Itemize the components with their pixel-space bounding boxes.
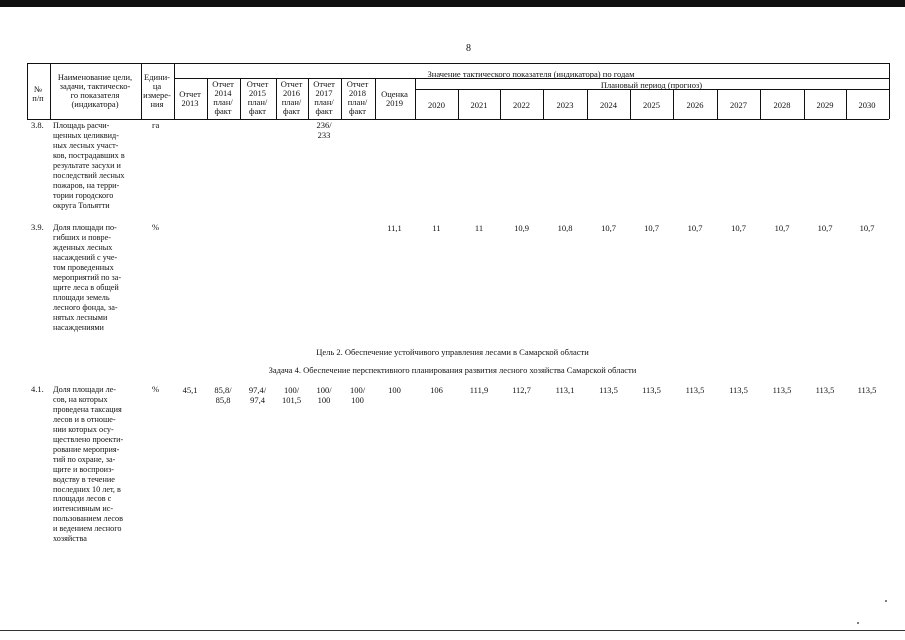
row-4-1-2016: 100/ 101,5 xyxy=(281,385,302,405)
task-4-heading: Задача 4. Обеспечение перспективного планирования развития лесного хозяйства Самарской области xyxy=(268,365,637,375)
row-3-9-2023: 10,8 xyxy=(557,223,573,233)
header-plan-year-2028: 2028 xyxy=(773,100,791,110)
row-3-9-2025: 10,7 xyxy=(644,223,659,233)
header-year-2016: Отчет 2016 план/ факт xyxy=(280,79,303,116)
header-values-group: Значение тактического показателя (индикатора) по годам xyxy=(427,69,635,79)
header-plan-year-2027: 2027 xyxy=(730,100,747,110)
scan-top-border xyxy=(0,0,905,7)
row-4-1-name: Доля площади ле- сов, на которых проведена таксация лесов и в отноше- нии которых осу- ществлено проекти- рование мероприя- тий по охране, за- щите и воспроиз- водству в течение последних 10 лет, в площади лесов с интенсивным ис- пользованием лесов и ведением лесного хозяйства xyxy=(53,385,124,544)
header-year-2019: Оценка 2019 xyxy=(381,89,408,108)
scan-speck xyxy=(885,600,887,602)
row-4-1-unit: % xyxy=(152,384,160,394)
row-4-1-2020: 106 xyxy=(430,385,443,395)
header-year-2018: Отчет 2018 план/ факт xyxy=(346,79,369,116)
row-4-1-2028: 113,5 xyxy=(772,385,792,395)
row-4-1-2022: 112,7 xyxy=(512,385,531,395)
row-4-1-2014: 85,8/ 85,8 xyxy=(214,385,232,405)
scan-speck xyxy=(857,622,859,624)
row-3-9-2024: 10,7 xyxy=(601,223,616,233)
row-4-1-2024: 113,5 xyxy=(599,385,618,395)
row-3-9-name: Доля площади по- гибших и повре- жденных лесных насаждений с уче- том проведенных мероприятий по за- щите леса в общей площади земель лесного фонда, за- нятых лесными насаждениями xyxy=(53,223,122,332)
row-3-8-name: Площадь расчи- щенных целиквид- ных лесных участ- ков, пострадавших в результате засухи и последствий лесных пожаров, на терри- тории городского округа Тольятти xyxy=(53,121,125,210)
row-3-9-2020: 11 xyxy=(432,223,441,233)
header-name: Наименование цели, задачи, тактическо- го показателя (индикатора) xyxy=(57,72,133,109)
row-3-9-2029: 10,7 xyxy=(817,223,833,233)
header-plan-year-2030: 2030 xyxy=(858,100,876,110)
header-planned-group: Плановый период (прогноз) xyxy=(600,80,703,90)
row-4-1-2021: 111,9 xyxy=(469,385,489,395)
header-plan-year-2021: 2021 xyxy=(470,100,488,110)
row-3-9-unit: % xyxy=(152,222,160,232)
header-plan-year-2020: 2020 xyxy=(428,100,445,110)
header-year-2015: Отчет 2015 план/ факт xyxy=(246,79,269,116)
row-4-1-2029: 113,5 xyxy=(815,385,835,395)
row-4-1-2019: 100 xyxy=(388,385,401,395)
row-3-9-2028: 10,7 xyxy=(774,223,790,233)
grid-line-v xyxy=(889,63,890,119)
header-plan-year-2024: 2024 xyxy=(600,100,617,110)
header-year-2013: Отчет 2013 xyxy=(179,89,201,108)
header-num: № п/п xyxy=(32,84,44,103)
row-4-1-2018: 100/ 100 xyxy=(349,385,366,405)
row-4-1-2025: 113,5 xyxy=(642,385,661,395)
row-4-1-2013: 45,1 xyxy=(182,385,198,395)
row-3-8-2017: 236/ 233 xyxy=(316,120,332,140)
row-3-9-2026: 10,7 xyxy=(687,223,703,233)
row-3-9-2021: 11 xyxy=(474,223,484,233)
row-4-1-2026: 113,5 xyxy=(685,385,705,395)
row-3-9-2022: 10,9 xyxy=(514,223,529,233)
grid-line-h xyxy=(27,63,889,64)
goal-2-heading: Цель 2. Обеспечение устойчивого управления лесами в Самарской области xyxy=(316,347,589,357)
row-4-1-2030: 113,5 xyxy=(857,385,877,395)
header-plan-year-2026: 2026 xyxy=(686,100,704,110)
row-4-1-num: 4.1. xyxy=(31,384,44,394)
scan-bottom-line xyxy=(0,630,905,631)
header-plan-year-2022: 2022 xyxy=(513,100,530,110)
header-year-2014: Отчет 2014 план/ факт xyxy=(212,79,234,116)
header-plan-year-2025: 2025 xyxy=(643,100,660,110)
row-3-9-2027: 10,7 xyxy=(731,223,746,233)
header-year-2017: Отчет 2017 план/ факт xyxy=(313,79,335,116)
row-3-8-num: 3.8. xyxy=(31,120,44,130)
row-4-1-2027: 113,5 xyxy=(729,385,748,395)
row-3-8-unit: га xyxy=(152,120,160,130)
row-3-9-num: 3.9. xyxy=(31,222,44,232)
header-unit: Едини- ца измере- ния xyxy=(143,72,171,109)
header-plan-year-2029: 2029 xyxy=(816,100,834,110)
row-4-1-2023: 113,1 xyxy=(555,385,575,395)
row-3-9-2019: 11,1 xyxy=(387,223,402,233)
row-4-1-2017: 100/ 100 xyxy=(316,385,332,405)
header-plan-year-2023: 2023 xyxy=(556,100,574,110)
row-4-1-2015: 97,4/ 97,4 xyxy=(248,385,267,405)
row-3-9-2030: 10,7 xyxy=(859,223,875,233)
page-number: 8 xyxy=(466,43,471,54)
